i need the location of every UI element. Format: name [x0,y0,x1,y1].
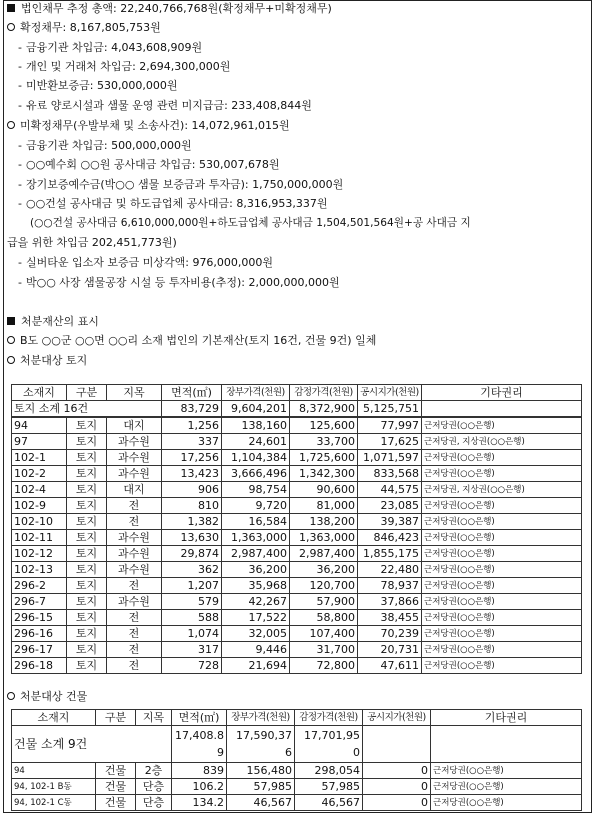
official-price-cell: 0 [363,763,431,779]
unfixed-debt-line [7,119,290,132]
table-row [12,795,582,811]
official-price-cell: 39,387 [358,514,422,530]
official-price-cell: 20,731 [358,642,422,658]
book-value-cell: 35,968 [222,578,290,594]
official-price-cell: 70,239 [358,626,422,642]
area-cell: 1,256 [162,417,222,434]
building-title: 처분대상 건물 [20,690,88,703]
location-cell: 102-4 [12,482,67,498]
list-item: - 미반환보증금: 530,000,000원 [18,79,178,92]
circle-bullet-icon [7,336,15,344]
subtotal-rights [422,401,582,418]
book-value-cell: 57,985 [227,779,295,795]
area-cell: 906 [162,482,222,498]
type-cell: 토지 [67,546,107,562]
type-cell: 토지 [67,578,107,594]
type-cell: 토지 [67,450,107,466]
rights-cell: 근저당권(○○은행) [422,562,582,578]
area-cell: 579 [162,594,222,610]
category-cell: 단층 [136,779,172,795]
table-row [12,546,582,562]
type-cell: 토지 [67,498,107,514]
land-title-line [7,354,87,367]
official-price-cell: 23,085 [358,498,422,514]
subtotal-book: 17,590,37 6 [227,726,295,763]
column-header: 소재지 [12,710,96,726]
list-item: - 실버타운 입소자 보증금 미상각액: 976,000,000원 [18,256,274,269]
book-value-cell: 156,480 [227,763,295,779]
location-cell: 296-17 [12,642,67,658]
category-cell: 2층 [136,763,172,779]
rights-cell: 근저당권(○○은행) [422,578,582,594]
category-cell: 대지 [107,482,162,498]
category-cell: 과수원 [107,530,162,546]
official-price-cell: 22,480 [358,562,422,578]
rights-cell: 근저당권(○○은행) [422,466,582,482]
type-cell: 토지 [67,514,107,530]
land-table-body [12,401,582,674]
list-item: - 박○○ 사장 샘물공장 시설 등 투자비용(추정): 2,000,000,000원 [18,276,340,289]
official-price-cell: 1,071,597 [358,450,422,466]
table-row [12,482,582,498]
appraisal-cell: 120,700 [290,578,358,594]
category-cell: 전 [107,642,162,658]
square-bullet-icon [7,4,15,12]
area-cell: 362 [162,562,222,578]
circle-bullet-icon [7,692,15,700]
table-header-row [12,385,582,401]
book-value-cell: 17,522 [222,610,290,626]
type-cell: 토지 [67,562,107,578]
category-cell: 단층 [136,795,172,811]
type-cell: 토지 [67,594,107,610]
area-cell: 317 [162,642,222,658]
rights-cell: 근저당권(○○은행) [422,450,582,466]
unfixed-debt-title: 미확정채무(우발부채 및 소송사건): 14,072,961,015원 [20,119,290,132]
appraisal-cell: 1,725,600 [290,450,358,466]
column-header: 감정가격(천원) [290,385,358,401]
area-cell: 728 [162,658,222,674]
appraisal-cell: 1,342,300 [290,466,358,482]
official-price-cell: 38,455 [358,610,422,626]
area-cell: 839 [172,763,227,779]
appraisal-cell: 298,054 [295,763,363,779]
table-row [12,514,582,530]
column-header: 공시지가(천원) [363,710,431,726]
list-item: - 유료 양로시설과 샘물 운영 관련 미지급금: 233,408,844원 [18,99,312,112]
subtotal-book: 9,604,201 [222,401,290,418]
column-header: 구분 [96,710,136,726]
category-cell: 과수원 [107,594,162,610]
table-row [12,610,582,626]
area-cell: 1,382 [162,514,222,530]
appraisal-cell: 138,200 [290,514,358,530]
circle-bullet-icon [7,23,15,31]
location-cell: 102-10 [12,514,67,530]
location-cell: 94 [12,417,67,434]
rights-cell: 근저당권(○○은행) [422,610,582,626]
location-cell: 94, 102-1 B동 [12,779,96,795]
category-cell: 전 [107,626,162,642]
type-cell: 건물 [96,779,136,795]
category-cell: 전 [107,658,162,674]
appraisal-cell: 107,400 [290,626,358,642]
location-cell: 296-2 [12,578,67,594]
table-row [12,530,582,546]
location-cell: 102-11 [12,530,67,546]
location-cell: 102-13 [12,562,67,578]
appraisal-cell: 46,567 [295,795,363,811]
area-cell: 588 [162,610,222,626]
area-cell: 17,256 [162,450,222,466]
rights-cell: 근저당권, 지상권(○○은행) [422,434,582,450]
rights-cell: 근저당권(○○은행) [422,498,582,514]
book-value-cell: 9,720 [222,498,290,514]
appraisal-cell: 31,700 [290,642,358,658]
rights-cell: 근저당권, 지상권(○○은행) [422,482,582,498]
subtotal-area: 83,729 [162,401,222,418]
type-cell: 토지 [67,434,107,450]
category-cell: 대지 [107,417,162,434]
location-cell: 296-15 [12,610,67,626]
official-price-cell: 833,568 [358,466,422,482]
area-cell: 1,074 [162,626,222,642]
type-cell: 토지 [67,530,107,546]
area-cell: 810 [162,498,222,514]
list-item: - ○○건설 공사대금 및 하도급업체 공사대금: 8,316,953,337원 [18,197,328,210]
location-cell: 102-1 [12,450,67,466]
book-value-cell: 42,267 [222,594,290,610]
type-cell: 건물 [96,763,136,779]
column-header: 기타권리 [422,385,582,401]
location-cell: 296-18 [12,658,67,674]
location-cell: 94 [12,763,96,779]
property-desc-line [7,334,376,347]
property-desc: B도 ○○군 ○○면 ○○리 소재 법인의 기본재산(토지 16건, 건물 9건) 일체 [20,334,377,347]
location-cell: 102-12 [12,546,67,562]
official-price-cell: 1,855,175 [358,546,422,562]
column-header: 면적(㎡) [162,385,222,401]
appraisal-cell: 33,700 [290,434,358,450]
category-cell: 전 [107,578,162,594]
appraisal-cell: 81,000 [290,498,358,514]
table-row [12,417,582,434]
official-price-cell: 44,575 [358,482,422,498]
table-row [12,498,582,514]
book-value-cell: 21,694 [222,658,290,674]
type-cell: 토지 [67,417,107,434]
column-header: 감정가격(천원) [295,710,363,726]
book-value-cell: 1,104,384 [222,450,290,466]
area-cell: 1,207 [162,578,222,594]
book-value-cell: 16,584 [222,514,290,530]
rights-cell: 근저당권(○○은행) [431,795,582,811]
book-value-cell: 32,005 [222,626,290,642]
land-subtotal-row [12,401,582,418]
rights-cell: 근저당권(○○은행) [422,626,582,642]
book-value-cell: 138,160 [222,417,290,434]
location-cell: 296-7 [12,594,67,610]
column-header: 장부가격(천원) [227,710,295,726]
table-row [12,578,582,594]
official-price-cell: 77,997 [358,417,422,434]
rights-cell: 근저당권(○○은행) [422,514,582,530]
official-price-cell: 17,625 [358,434,422,450]
location-cell: 97 [12,434,67,450]
subtotal-label: 토지 소계 16건 [12,401,162,418]
column-header: 공시지가(천원) [358,385,422,401]
column-header: 지목 [107,385,162,401]
type-cell: 토지 [67,658,107,674]
area-cell: 337 [162,434,222,450]
column-header: 구분 [67,385,107,401]
table-row [12,763,582,779]
subtotal-rights [431,726,582,763]
type-cell: 토지 [67,626,107,642]
book-value-cell: 2,987,400 [222,546,290,562]
subtotal-official [363,726,431,763]
area-cell: 134.2 [172,795,227,811]
book-value-cell: 46,567 [227,795,295,811]
area-cell: 13,423 [162,466,222,482]
category-cell: 전 [107,610,162,626]
type-cell: 토지 [67,610,107,626]
property-heading: 처분재산의 표시 [21,315,99,328]
rights-cell: 근저당권(○○은행) [422,658,582,674]
subtotal-official: 5,125,751 [358,401,422,418]
official-price-cell: 47,611 [358,658,422,674]
column-header: 면적(㎡) [172,710,227,726]
appraisal-cell: 2,987,400 [290,546,358,562]
building-title-line [7,690,87,703]
fixed-debt-line [7,21,161,34]
type-cell: 토지 [67,642,107,658]
column-header: 지목 [136,710,172,726]
official-price-cell: 846,423 [358,530,422,546]
table-row [12,434,582,450]
circle-bullet-icon [7,121,15,129]
type-cell: 토지 [67,466,107,482]
note-line: (○○건설 공사대금 6,610,000,000원+하도급업체 공사대금 1,504,501,564원+공 사대금 지 [30,217,471,229]
category-cell: 전 [107,514,162,530]
subtotal-label: 건물 소계 9건 [12,726,172,763]
appraisal-cell: 57,985 [295,779,363,795]
official-price-cell: 0 [363,795,431,811]
rights-cell: 근저당권(○○은행) [422,594,582,610]
building-table-body [12,726,582,811]
list-item: - ○○예수회 ○○원 공사대금 차입금: 530,007,678원 [18,158,280,171]
location-cell: 94, 102-1 C동 [12,795,96,811]
subtotal-appraisal: 17,701,95 0 [295,726,363,763]
book-value-cell: 24,601 [222,434,290,450]
appraisal-cell: 1,363,000 [290,530,358,546]
appraisal-cell: 57,900 [290,594,358,610]
list-item: - 개인 및 거래처 차입금: 2,694,300,000원 [18,60,231,73]
category-cell: 과수원 [107,450,162,466]
appraisal-cell: 36,200 [290,562,358,578]
category-cell: 과수원 [107,466,162,482]
property-heading-line [7,315,99,328]
area-cell: 13,630 [162,530,222,546]
subtotal-area: 17,408.8 9 [172,726,227,763]
land-table [11,384,582,674]
table-row [12,562,582,578]
table-row [12,779,582,795]
building-subtotal-row [12,726,582,763]
location-cell: 296-16 [12,626,67,642]
debt-heading: 법인채무 추정 총액: 22,240,766,768원(확정채무+미확정채무) [21,2,332,15]
rights-cell: 근저당권(○○은행) [431,763,582,779]
area-cell: 106.2 [172,779,227,795]
rights-cell: 근저당권(○○은행) [422,642,582,658]
official-price-cell: 37,866 [358,594,422,610]
location-cell: 102-2 [12,466,67,482]
land-title: 처분대상 토지 [20,354,88,367]
area-cell: 29,874 [162,546,222,562]
table-row [12,594,582,610]
official-price-cell: 0 [363,779,431,795]
table-row [12,466,582,482]
list-item: - 금융기관 차입금: 500,000,000원 [18,139,192,152]
column-header: 소재지 [12,385,67,401]
type-cell: 건물 [96,795,136,811]
list-item: - 장기보증예수금(박○○ 샘물 보증금과 투자금): 1,750,000,000원 [18,178,344,191]
appraisal-cell: 58,800 [290,610,358,626]
book-value-cell: 3,666,496 [222,466,290,482]
type-cell: 토지 [67,482,107,498]
square-bullet-icon [7,317,15,325]
book-value-cell: 9,446 [222,642,290,658]
rights-cell: 근저당권(○○은행) [422,530,582,546]
rights-cell: 근저당권(○○은행) [422,546,582,562]
book-value-cell: 36,200 [222,562,290,578]
category-cell: 전 [107,498,162,514]
table-row [12,626,582,642]
book-value-cell: 98,754 [222,482,290,498]
column-header: 장부가격(천원) [222,385,290,401]
appraisal-cell: 90,600 [290,482,358,498]
location-cell: 102-9 [12,498,67,514]
book-value-cell: 1,363,000 [222,530,290,546]
appraisal-cell: 72,800 [290,658,358,674]
column-header: 기타권리 [431,710,582,726]
building-table [11,709,582,811]
category-cell: 과수원 [107,546,162,562]
list-item: - 금융기관 차입금: 4,043,608,909원 [18,41,203,54]
table-row [12,658,582,674]
official-price-cell: 78,937 [358,578,422,594]
debt-heading-line [7,2,332,15]
table-row [12,642,582,658]
note-line: 급을 위한 차입금 202,451,773원) [7,236,177,249]
rights-cell: 근저당권(○○은행) [431,779,582,795]
category-cell: 과수원 [107,562,162,578]
rights-cell: 근저당권(○○은행) [422,417,582,434]
subtotal-appraisal: 8,372,900 [290,401,358,418]
circle-bullet-icon [7,356,15,364]
appraisal-cell: 125,600 [290,417,358,434]
table-header-row [12,710,582,726]
fixed-debt-title: 확정채무: 8,167,805,753원 [20,21,161,34]
category-cell: 과수원 [107,434,162,450]
table-row [12,450,582,466]
